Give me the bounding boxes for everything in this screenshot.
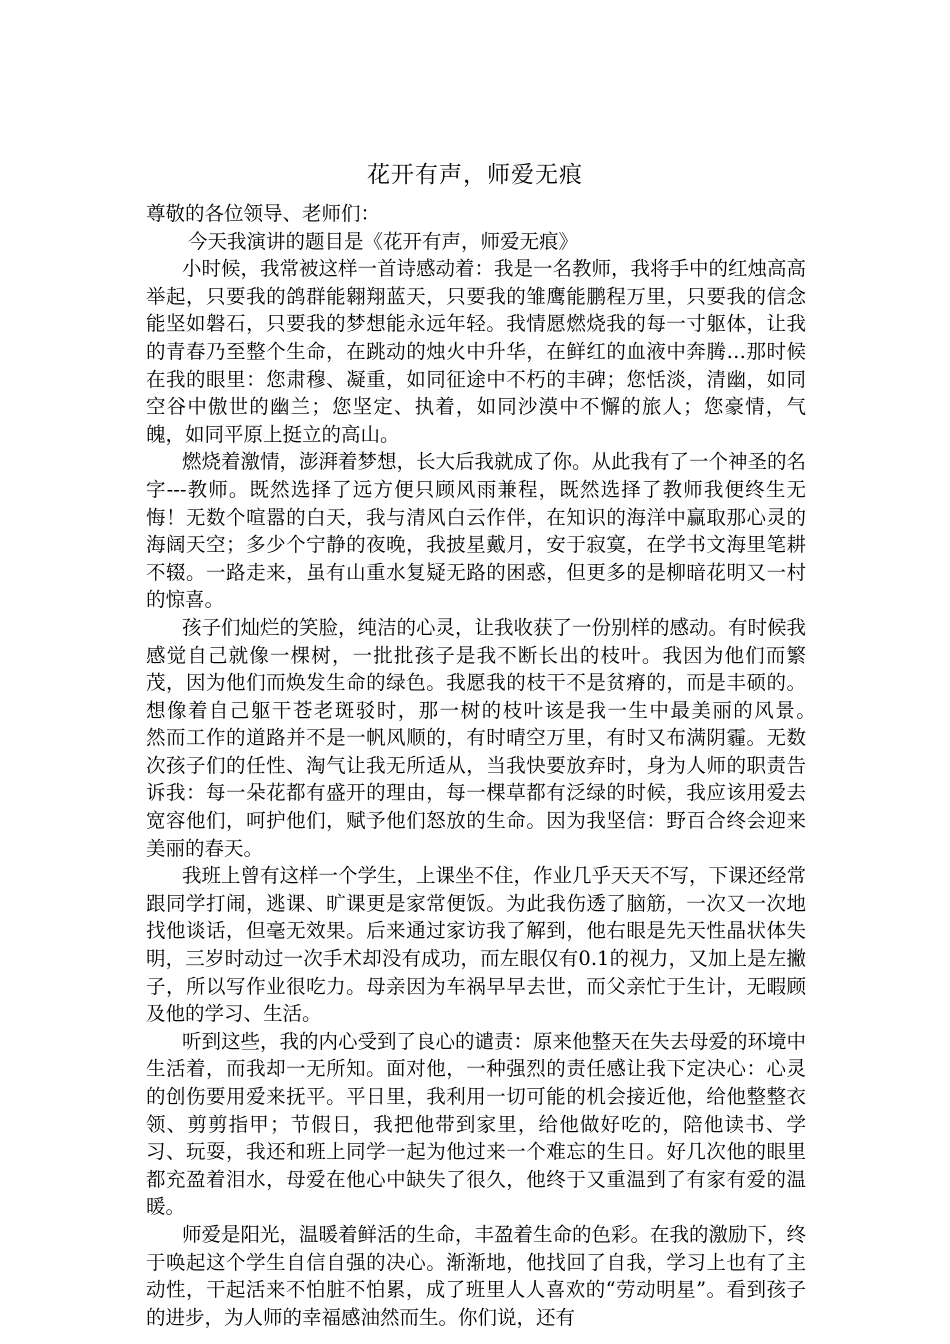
document-body	[146, 200, 846, 1331]
document-title: 花开有声，师爱无痕	[367, 162, 583, 188]
paragraph-6: 师爱是阳光，温暖着鲜活的生命，丰盈着生命的色彩。在我的激励下，终于唤起这个学生自信自强的决心。渐渐地，他找回了自我，学习上也有了主动性，干起活来不怕脏不怕累，成了班里人人喜欢的“劳动明星”。看到孩子的进步，为人师的幸福感油然而生。你们说，还有	[146, 1222, 807, 1329]
paragraph-1: 小时候，我常被这样一首诗感动着：我是一名教师，我将手中的红烛高高举起，只要我的鸽群能翱翔蓝天，只要我的雏鹰能鹏程万里，只要我的信念能坚如磐石，只要我的梦想能永远年轻。我情愿燃烧我的每一寸躯体，让我的青春乃至整个生命，在跳动的烛火中升华，在鲜红的血液中奔腾…那时候在我的眼里：您肃穆、凝重，如同征途中不朽的丰碑；您恬淡，清幽，如同空谷中傲世的幽兰；您坚定、执着，如同沙漠中不懈的旅人；您豪情，气魄，如同平原上挺立的高山。	[146, 257, 807, 446]
salutation: 尊敬的各位领导、老师们：	[146, 202, 381, 225]
paragraph-3: 孩子们灿烂的笑脸，纯洁的心灵，让我收获了一份别样的感动。有时候我感觉自己就像一棵树，一批批孩子是我不断长出的枝叶。我因为他们而繁茂，因为他们而焕发生命的绿色。我愿我的枝干不是贫瘠的，而是丰硕的。想像着自己躯干苍老斑驳时，那一树的枝叶该是我一生中最美丽的风景。 然而工作的道路并不是一帆风顺的，有时晴空万里，有时又布满阴霾。无数次孩子们的任性、淘气让我无所适从，当我快要放弃时，身为人师的职责告诉我：每一朵花都有盛开的理由，每一棵草都有泛绿的时候，我应该用爱去宽容他们，呵护他们，赋予他们怒放的生命。因为我坚信：野百合终会迎来美丽的春天。	[146, 615, 846, 860]
paragraph-2: 燃烧着激情，澎湃着梦想，长大后我就成了你。从此我有了一个神圣的名字---教师。既然选择了远方便只顾风雨兼程，既然选择了教师我便终生无悔！无数个喧嚣的白天，我与清风白云作伴，在知识的海洋中赢取那心灵的海阔天空；多少个宁静的夜晚，我披星戴月，安于寂寞，在学书文海里笔耕不辍。一路走来，虽有山重水复疑无路的困惑，但更多的是柳暗花明又一村的惊喜。	[146, 450, 807, 612]
paragraph-4: 我班上曾有这样一个学生，上课坐不住，作业几乎天天不写，下课还经常跟同学打闹，逃课、旷课更是家常便饭。为此我伤透了脑筋，一次又一次地找他谈话，但毫无效果。后来通过家访我了解到，他右眼是先天性晶状体失明，三岁时动过一次手术却没有成功，而左眼仅有0.1的视力，又加上是左撇子，所以写作业很吃力。母亲因为车祸早早去世，而父亲忙于生计，无暇顾及他的学习、生活。	[146, 864, 807, 1026]
paragraph-5: 听到这些，我的内心受到了良心的谴责：原来他整天在失去母爱的环境中生活着，而我却一无所知。面对他，一种强烈的责任感让我下定决心：心灵的创伤要用爱来抚平。平日里，我利用一切可能的机会接近他，给他整整衣领、剪剪指甲；节假日，我把他带到家里，给他做好吃的，陪他读书、学习、玩耍，我还和班上同学一起为他过来一个难忘的生日。好几次他的眼里都充盈着泪水，母爱在他心中缺失了很久，他终于又重温到了有家有爱的温暖。	[146, 1029, 807, 1219]
speech-topic: 今天我演讲的题目是《花开有声，师爱无痕》	[188, 229, 579, 253]
